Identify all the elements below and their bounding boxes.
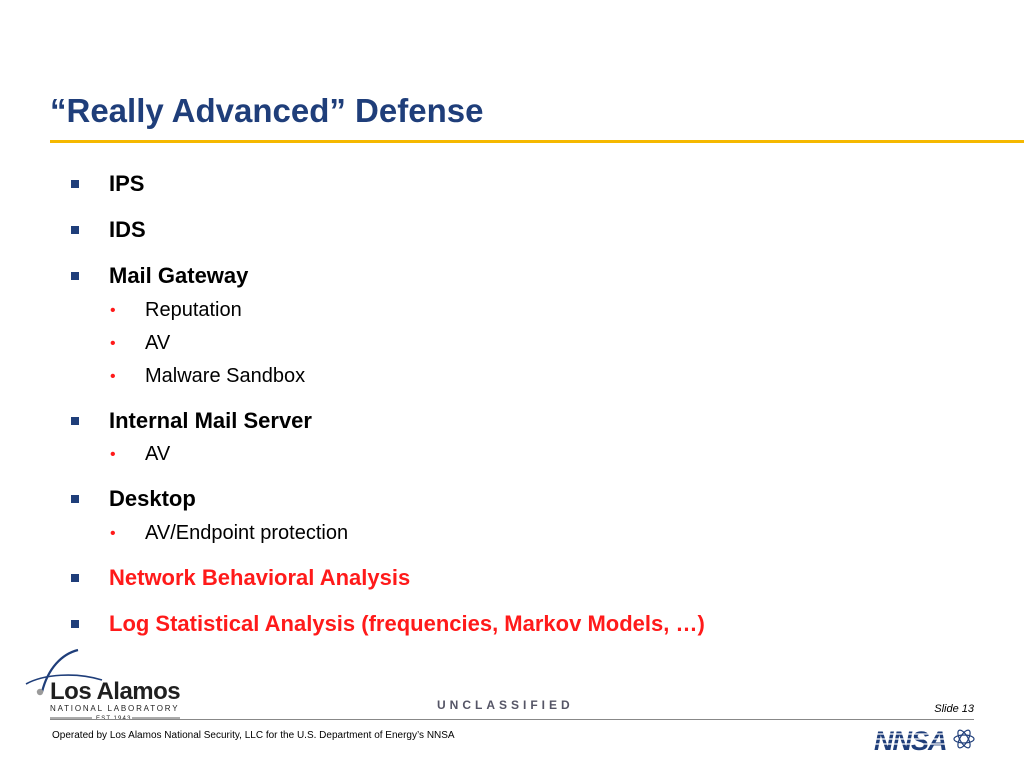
logo-name: Los Alamos [50, 678, 181, 705]
footer-divider [50, 719, 974, 720]
bullet-square-icon [71, 620, 79, 628]
nnsa-logo-icon [872, 725, 978, 755]
bullet-item: IDS [109, 217, 146, 242]
sub-bullet-item: Malware Sandbox [145, 365, 306, 387]
bullet-item-highlight: Network Behavioral Analysis [109, 565, 411, 590]
slide-title: “Really Advanced” Defense [50, 92, 484, 129]
bullet-item: IPS [109, 171, 145, 196]
logo-subtitle: NATIONAL LABORATORY [50, 704, 180, 713]
bullet-square-icon [71, 417, 79, 425]
sub-bullet-item: AV/Endpoint protection [145, 522, 349, 544]
bullet-square-icon [71, 226, 79, 234]
sub-bullet-dot-icon: • [110, 368, 116, 385]
sub-bullet-dot-icon: • [110, 525, 116, 542]
slide-number: Slide 13 [934, 703, 974, 715]
sub-bullet-dot-icon: • [110, 302, 116, 319]
bullet-square-icon [71, 495, 79, 503]
sub-bullet-item: AV [145, 443, 171, 465]
nnsa-logo-text: NNSA [874, 726, 947, 755]
sub-bullet-item: Reputation [145, 299, 242, 321]
bullet-item: Desktop [109, 486, 196, 511]
operated-by-text: Operated by Los Alamos National Security, LLC for the U.S. Department of Energy’s NNSA [52, 730, 455, 741]
bullet-item-highlight: Log Statistical Analysis (frequencies, Markov Models, …) [109, 611, 705, 636]
bullet-square-icon [71, 272, 79, 280]
classification-label: UNCLASSIFIED [437, 698, 574, 712]
sub-bullet-dot-icon: • [110, 335, 116, 352]
bullet-square-icon [71, 180, 79, 188]
bullet-item: Mail Gateway [109, 263, 249, 288]
sub-bullet-item: AV [145, 332, 171, 354]
bullet-square-icon [71, 574, 79, 582]
title-underline [50, 140, 1024, 143]
sub-bullet-dot-icon: • [110, 446, 116, 463]
bullet-item: Internal Mail Server [109, 408, 312, 433]
